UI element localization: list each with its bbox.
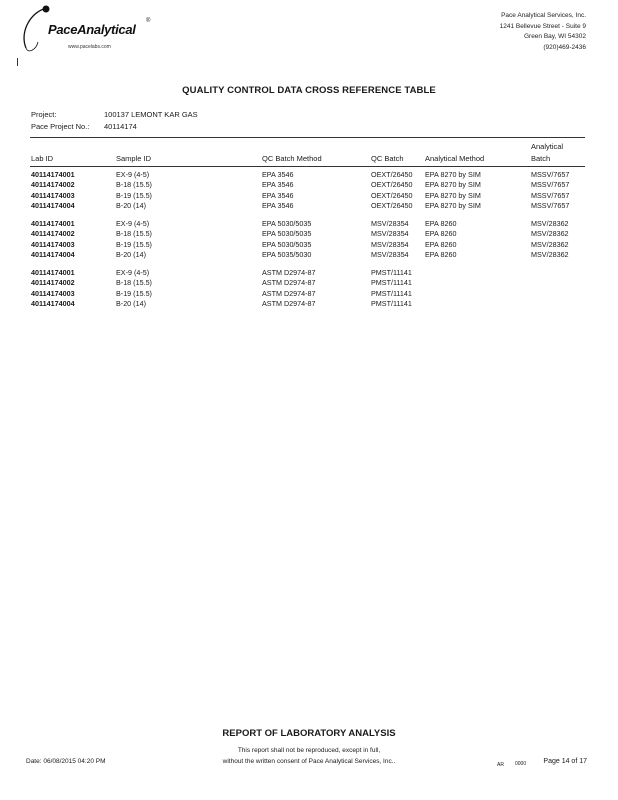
cell-analytical-batch: MSV/28362 bbox=[531, 239, 569, 249]
report-title: REPORT OF LABORATORY ANALYSIS bbox=[222, 728, 396, 739]
cell-qc-batch: MSV/28354 bbox=[371, 219, 409, 228]
company-city: Green Bay, WI 54302 bbox=[523, 33, 586, 40]
cell-analytical-method: EPA 8270 by SIM bbox=[425, 190, 481, 200]
cell-lab-id: 40114174001 bbox=[31, 170, 75, 179]
cell-qc-batch: MSV/28354 bbox=[371, 239, 409, 249]
col-header-analytical-batch-line2: Batch bbox=[531, 154, 551, 163]
cell-qc-batch-method: EPA 5030/5035 bbox=[262, 229, 312, 239]
cell-lab-id: 40114174001 bbox=[31, 268, 75, 277]
cell-sample-id: B-19 (15.5) bbox=[116, 239, 152, 249]
reproduction-note-line2: without the written consent of Pace Analytical Services, Inc.. bbox=[222, 758, 396, 765]
cell-sample-id: EX-9 (4-5) bbox=[116, 268, 150, 277]
cell-qc-batch: MSV/28354 bbox=[371, 229, 409, 239]
cell-sample-id: EX-9 (4-5) bbox=[116, 170, 150, 179]
col-header-analytical-batch-line1: Analytical bbox=[531, 142, 564, 151]
col-header-qc-batch-method: QC Batch Method bbox=[262, 154, 322, 163]
cell-lab-id: 40114174002 bbox=[31, 278, 75, 288]
cell-qc-batch: PMST/11141 bbox=[371, 288, 412, 298]
logo-url: www.pacelabs.com bbox=[68, 44, 111, 50]
pace-project-label: Pace Project No.: bbox=[31, 122, 90, 131]
cell-lab-id: 40114174004 bbox=[31, 298, 75, 308]
cell-lab-id: 40114174003 bbox=[31, 288, 75, 298]
ar-label: AR bbox=[497, 762, 504, 768]
cell-lab-id: 40114174004 bbox=[31, 249, 75, 259]
cell-sample-id: B-18 (15.5) bbox=[116, 229, 152, 239]
cell-qc-batch-method: ASTM D2974-87 bbox=[262, 278, 316, 288]
pace-project-value: 40114174 bbox=[104, 122, 137, 131]
cell-analytical-method: EPA 8260 bbox=[425, 249, 457, 259]
cell-qc-batch: PMST/11141 bbox=[371, 298, 412, 308]
cell-sample-id: B-18 (15.5) bbox=[116, 180, 152, 190]
cell-analytical-method: EPA 8260 bbox=[425, 229, 457, 239]
company-address bbox=[500, 11, 586, 53]
page-number: Page 14 of 17 bbox=[543, 758, 587, 765]
cell-qc-batch: OEXT/26450 bbox=[371, 170, 413, 179]
cell-sample-id: B-20 (14) bbox=[116, 249, 146, 259]
project-label: Project: bbox=[31, 110, 57, 119]
cell-analytical-batch: MSSV/7657 bbox=[531, 180, 570, 190]
cell-analytical-batch: MSSV/7657 bbox=[531, 170, 570, 179]
ar-code: 0000 bbox=[515, 761, 527, 767]
cell-qc-batch-method: EPA 3546 bbox=[262, 170, 294, 179]
cell-qc-batch: OEXT/26450 bbox=[371, 190, 413, 200]
cell-qc-batch-method: EPA 3546 bbox=[262, 190, 294, 200]
cell-analytical-batch: MSSV/7657 bbox=[531, 190, 570, 200]
company-phone: (920)469-2436 bbox=[543, 43, 586, 51]
cell-qc-batch-method: ASTM D2974-87 bbox=[262, 298, 316, 308]
cell-qc-batch: OEXT/26450 bbox=[371, 180, 413, 190]
col-header-qc-batch: QC Batch bbox=[371, 154, 404, 163]
cell-sample-id: B-20 (14) bbox=[116, 298, 146, 308]
pace-logo bbox=[18, 4, 151, 66]
project-value: 100137 LEMONT KAR GAS bbox=[104, 110, 198, 119]
cell-qc-batch-method: EPA 5035/5030 bbox=[262, 249, 312, 259]
cell-lab-id: 40114174002 bbox=[31, 229, 75, 239]
cell-analytical-batch: MSSV/7657 bbox=[531, 200, 570, 210]
cell-analytical-method: EPA 8270 by SIM bbox=[425, 200, 481, 210]
margin-mark bbox=[17, 58, 18, 66]
report-date: Date: 06/08/2015 04:20 PM bbox=[26, 758, 106, 765]
col-header-analytical-method: Analytical Method bbox=[425, 154, 485, 163]
cell-qc-batch-method: EPA 3546 bbox=[262, 180, 294, 190]
cell-lab-id: 40114174003 bbox=[31, 239, 75, 249]
cell-sample-id: B-20 (14) bbox=[116, 200, 146, 210]
col-header-lab-id: Lab ID bbox=[31, 154, 54, 163]
cell-lab-id: 40114174003 bbox=[31, 190, 75, 200]
page-title: QUALITY CONTROL DATA CROSS REFERENCE TABLE bbox=[182, 85, 436, 96]
cell-qc-batch: OEXT/26450 bbox=[371, 200, 413, 210]
cell-sample-id: B-19 (15.5) bbox=[116, 190, 152, 200]
cell-analytical-method: EPA 8260 bbox=[425, 219, 457, 228]
logo-wordmark: PaceAnalytical bbox=[48, 22, 136, 37]
reproduction-note-line1: This report shall not be reproduced, except in full, bbox=[237, 747, 381, 754]
cell-sample-id: EX-9 (4-5) bbox=[116, 219, 150, 228]
cell-lab-id: 40114174004 bbox=[31, 200, 75, 210]
cell-sample-id: B-19 (15.5) bbox=[116, 288, 152, 298]
cell-analytical-batch: MSV/28362 bbox=[531, 229, 569, 239]
cell-qc-batch-method: EPA 3546 bbox=[262, 200, 294, 210]
company-street: 1241 Bellevue Street - Suite 9 bbox=[499, 22, 586, 30]
cell-analytical-method: EPA 8270 by SIM bbox=[425, 180, 481, 190]
cell-qc-batch-method: EPA 5030/5035 bbox=[262, 219, 312, 228]
cell-qc-batch-method: EPA 5030/5035 bbox=[262, 239, 312, 249]
cell-lab-id: 40114174001 bbox=[31, 219, 75, 228]
cell-analytical-batch: MSV/28362 bbox=[531, 249, 569, 259]
cell-analytical-method: EPA 8260 bbox=[425, 239, 457, 249]
cell-qc-batch: PMST/11141 bbox=[371, 268, 412, 277]
cell-analytical-method: EPA 8270 by SIM bbox=[425, 170, 481, 179]
cell-sample-id: B-18 (15.5) bbox=[116, 278, 152, 288]
col-header-sample-id: Sample ID bbox=[116, 154, 152, 163]
cell-lab-id: 40114174002 bbox=[31, 180, 75, 190]
cell-analytical-batch: MSV/28362 bbox=[531, 219, 569, 228]
cell-qc-batch: MSV/28354 bbox=[371, 249, 409, 259]
cell-qc-batch-method: ASTM D2974-87 bbox=[262, 268, 316, 277]
cell-qc-batch: PMST/11141 bbox=[371, 278, 412, 288]
table-header-rule bbox=[30, 166, 585, 167]
logo-registered-mark: ® bbox=[146, 18, 151, 24]
cell-qc-batch-method: ASTM D2974-87 bbox=[262, 288, 316, 298]
header-rule bbox=[30, 137, 585, 138]
company-name: Pace Analytical Services, Inc. bbox=[501, 12, 586, 19]
